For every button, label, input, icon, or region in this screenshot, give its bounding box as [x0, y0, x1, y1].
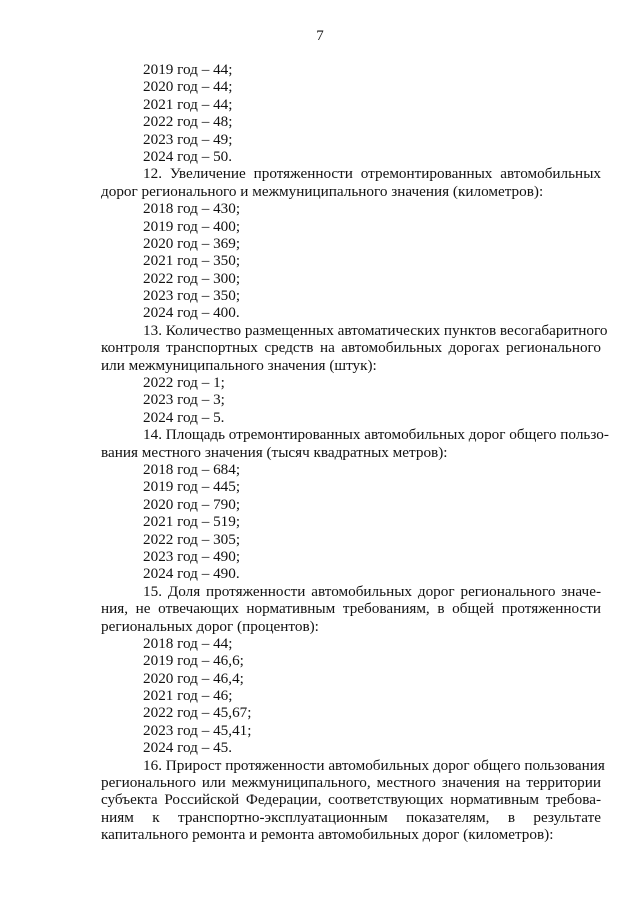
- paragraph-line: ниям к транспортно-эксплуатационным показателям, в результате: [101, 808, 601, 826]
- list-item: 2021 год – 350;: [143, 252, 241, 270]
- list-item: 2020 год – 790;: [143, 495, 241, 513]
- list-item: 2019 год – 46,6;: [143, 652, 244, 670]
- list-item: 2024 год – 490.: [143, 565, 240, 583]
- list-item: 2018 год – 44;: [143, 634, 233, 652]
- list-item: 2023 год – 49;: [143, 130, 233, 148]
- list-item: 2023 год – 45,41;: [143, 721, 252, 739]
- paragraph-line: регионального или межмуниципального, местного значения на территории: [101, 774, 601, 792]
- paragraph-line: субъекта Российской Федерации, соответствующих нормативным требова-: [101, 791, 601, 809]
- list-item: 2022 год – 1;: [143, 374, 225, 392]
- list-item: 2024 год – 5.: [143, 408, 225, 426]
- paragraph-line: контроля транспортных средств на автомобильных дорогах регионального: [101, 339, 601, 357]
- list-item: 2022 год – 48;: [143, 113, 233, 131]
- list-item: 2023 год – 3;: [143, 391, 225, 409]
- list-item: 2021 год – 46;: [143, 687, 233, 705]
- list-item: 2024 год – 400.: [143, 304, 240, 322]
- list-item: 2019 год – 445;: [143, 478, 241, 496]
- paragraph-line: капитального ремонта и ремонта автомобильных дорог (километров):: [101, 826, 554, 844]
- list-item: 2022 год – 45,67;: [143, 704, 252, 722]
- list-item: 2021 год – 519;: [143, 513, 241, 531]
- list-item: 2020 год – 46,4;: [143, 669, 244, 687]
- list-item: 2018 год – 430;: [143, 200, 241, 218]
- paragraph-line: ния, не отвечающих нормативным требованиям, в общей протяженности: [101, 600, 601, 618]
- paragraph-line: дорог регионального и межмуниципального значения (километров):: [101, 182, 544, 200]
- document-body: [101, 61, 609, 844]
- paragraph-line: 13. Количество размещенных автоматических пунктов весогабаритного: [143, 321, 608, 339]
- paragraph-line: 15. Доля протяженности автомобильных дорог регионального значе-: [143, 582, 601, 600]
- list-item: 2022 год – 300;: [143, 269, 241, 287]
- list-item: 2018 год – 684;: [143, 460, 241, 478]
- page-number: 7: [316, 28, 324, 44]
- list-item: 2023 год – 490;: [143, 547, 241, 565]
- paragraph-line: 12. Увеличение протяженности отремонтированных автомобильных: [143, 165, 601, 183]
- list-item: 2024 год – 50.: [143, 147, 233, 165]
- list-item: 2022 год – 305;: [143, 530, 241, 548]
- paragraph-line: 14. Площадь отремонтированных автомобильных дорог общего пользо-: [143, 426, 609, 444]
- list-item: 2021 год – 44;: [143, 95, 233, 113]
- list-item: 2020 год – 369;: [143, 234, 241, 252]
- paragraph-line: вания местного значения (тысяч квадратных метров):: [101, 443, 448, 461]
- list-item: 2024 год – 45.: [143, 739, 233, 757]
- list-item: 2019 год – 44;: [143, 61, 233, 78]
- paragraph-line: или межмуниципального значения (штук):: [101, 356, 377, 374]
- list-item: 2020 год – 44;: [143, 78, 233, 96]
- list-item: 2019 год – 400;: [143, 217, 241, 235]
- list-item: 2023 год – 350;: [143, 287, 241, 305]
- paragraph-line: региональных дорог (процентов):: [101, 617, 319, 635]
- paragraph-line: 16. Прирост протяженности автомобильных дорог общего пользования: [143, 756, 605, 774]
